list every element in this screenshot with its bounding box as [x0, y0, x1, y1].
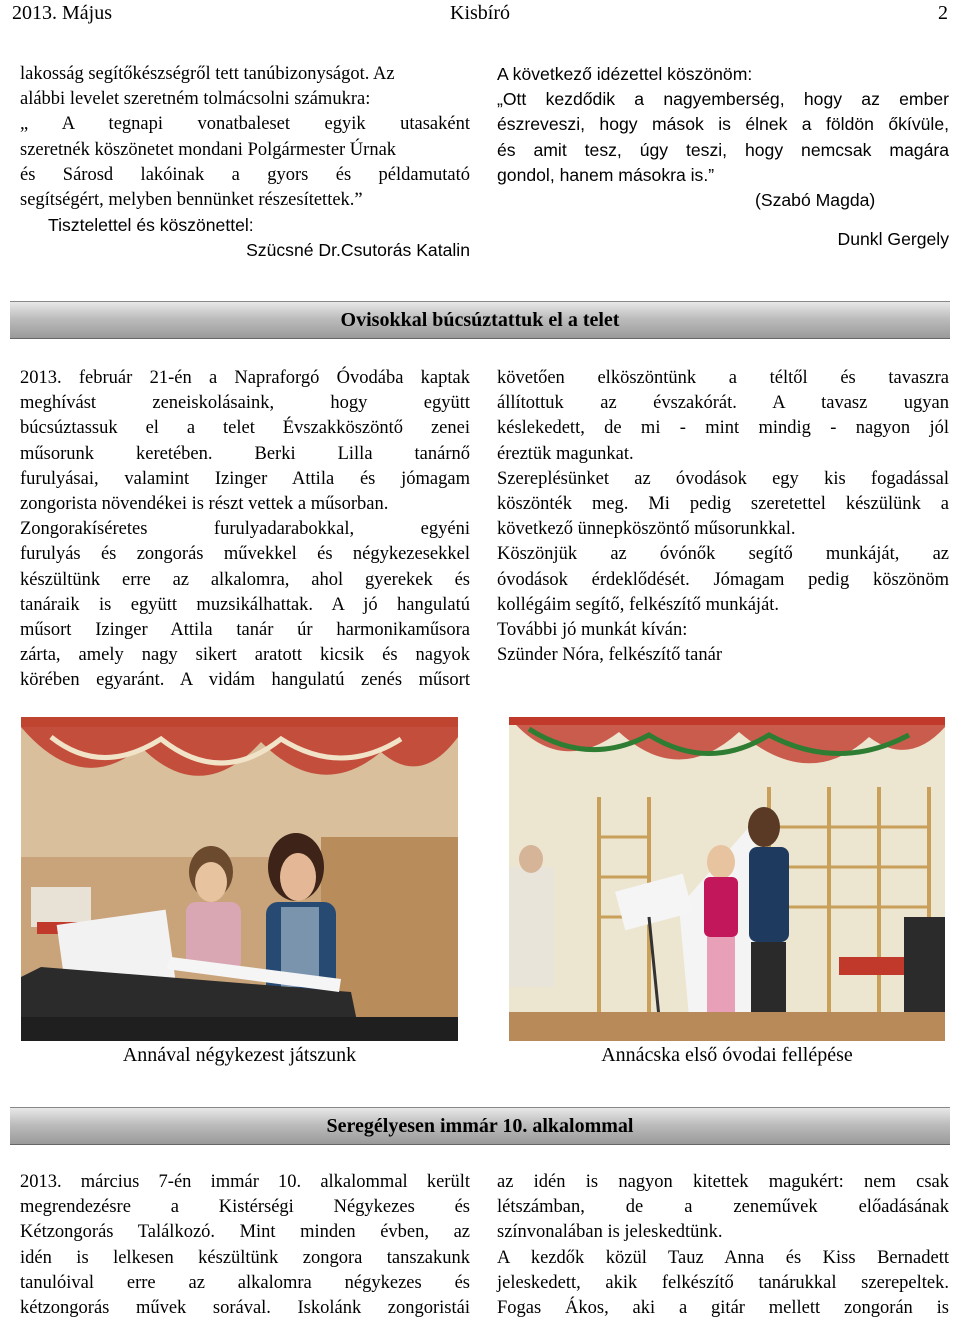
photo-piano-duet	[21, 717, 458, 1041]
page-header	[0, 0, 960, 28]
text-line: Fogas Ákos, aki a gitár mellett zongorán is	[497, 1298, 949, 1319]
text-line: meghívást zeneiskolásaink, hogy együtt	[20, 393, 470, 414]
photo-flute-performance	[509, 717, 945, 1041]
text-line: búcsúztassuk el a telet Évszakköszöntő zenei	[20, 418, 470, 439]
newspaper-title: Kisbíró	[450, 2, 510, 24]
section-title: Seregélyesen immár 10. alkalommal	[326, 1115, 634, 1137]
text-line: óvodások érdeklődését. Jómagam pedig köszönöm	[497, 569, 949, 590]
article2-left-column	[20, 1170, 470, 1321]
text-line: műsorunk keretében. Berki Lilla tanárnő	[20, 443, 470, 464]
section-banner	[10, 301, 950, 339]
article-left-column	[20, 366, 470, 694]
section-banner	[10, 1107, 950, 1145]
text-line: „ A tegnapi vonatbaleset egyik utasaként	[20, 114, 470, 135]
quote-column	[497, 62, 949, 252]
text-line: műsort Izinger Attila tanár úr harmonikaműsora	[20, 620, 470, 641]
text-line: színvonalában is jeleskedtünk.	[497, 1222, 723, 1243]
text-line: gondol, hanem másokra is.”	[497, 164, 715, 185]
letter-column	[20, 62, 470, 264]
page-number: 2	[938, 2, 948, 24]
text-line: idén is lelkesen készültünk zongora tanszakunk	[20, 1247, 470, 1268]
section-title: Ovisokkal búcsúztattuk el a telet	[340, 309, 620, 331]
text-line: követően elköszöntünk a téltől és tavaszra	[497, 368, 949, 388]
text-line: Szereplésünket az óvodások egy kis fogadással	[497, 468, 949, 489]
text-line: megrendezésre a Kistérségi Négykezes és	[20, 1197, 470, 1218]
article-signature: Szünder Nóra, felkészítő tanár	[497, 645, 722, 666]
letter-closing: Tisztelettel és köszönettel:	[48, 215, 254, 236]
text-line: segítségért, melyben bennünket részesítettek.”	[20, 190, 363, 211]
text-line: kétzongorás művek sorával. Iskolánk zongoristái	[20, 1298, 470, 1319]
article-right-column	[497, 366, 949, 668]
text-line: kollégáim segítő, felkészítő munkáját.	[497, 594, 780, 615]
text-line: furulyás és zongorás művekkel és négykezesekkel	[20, 544, 470, 565]
photo-caption-right: Annácska első óvodai fellépése	[601, 1044, 853, 1066]
text-line: készültünk erre az alkalomra, ahol gyerekek és	[20, 569, 470, 590]
text-line: és Sárosd lakóinak a gyors és példamutató	[20, 164, 470, 185]
letter-body	[20, 62, 470, 213]
text-line: lakosság segítőkészségről tett tanúbizonyságot. Az	[20, 64, 395, 84]
text-line: További jó munkát kíván:	[497, 620, 688, 641]
text-line: 2013. március 7-én immár 10. alkalommal került	[20, 1172, 470, 1192]
text-line: Zongorakíséretes furulyadarabokkal, egyéni	[20, 519, 470, 540]
article2-right-column	[497, 1170, 949, 1321]
text-line: éreztük magunkat.	[497, 443, 634, 464]
text-line: körében egyaránt. A vidám hangulatú zenés műsort	[20, 670, 470, 691]
text-line: jeleskedett, akik felkészítő tanárukkal szerepeltek.	[497, 1272, 949, 1293]
text-line: köszönték meg. Mi pedig szeretettel készülünk a	[497, 494, 949, 515]
text-line: tanulóival erre az alkalomra négykezes és	[20, 1272, 470, 1293]
text-line: késlekedett, de mi - mint mindig - nagyon jól	[497, 418, 949, 439]
text-line: az idén is nagyon kitettek magukért: nem csak	[497, 1172, 949, 1192]
text-line: furulyásai, valamint Izinger Attila és jómagam	[20, 468, 470, 489]
issue-date: 2013. Május	[12, 2, 112, 24]
text-line: és amit tesz, úgy teszi, hogy nemcsak magára	[497, 139, 949, 160]
text-line: Kétzongorás Találkozó. Mint minden évben, az	[20, 1222, 470, 1243]
text-line: zongorista növendékei is részt vettek a műsorban.	[20, 494, 389, 515]
text-line: zárta, amely nagy sikert aratott kicsik és nagyok	[20, 645, 470, 666]
text-line: A következő idézettel köszönöm:	[497, 64, 753, 84]
quote-signature: Dunkl Gergely	[837, 229, 949, 250]
quote-author: (Szabó Magda)	[755, 190, 876, 211]
text-line: szeretnék köszönetet mondani Polgármester Úrnak	[20, 139, 397, 160]
text-line: tanáraik is együtt muzsikálhattak. A jó hangulatú	[20, 594, 470, 615]
text-line: állítottuk az évszakórát. A tavasz ugyan	[497, 393, 949, 414]
text-line: Köszönjük az óvónők segítő munkáját, az	[497, 544, 949, 565]
text-line: alábbi levelet szeretném tolmácsolni számukra:	[20, 89, 371, 110]
letter-signature: Szücsné Dr.Csutorás Katalin	[246, 240, 470, 261]
text-line: 2013. február 21-én a Napraforgó Óvodába kaptak	[20, 368, 470, 388]
photo-caption-left: Annával négykezest játszunk	[122, 1044, 357, 1066]
text-line: „Ott kezdődik a nagyemberség, hogy az ember	[497, 89, 949, 110]
text-line: létszámban, de a zeneművek előadásának	[497, 1197, 949, 1218]
text-line: észreveszi, hogy mások is élnek a földön őkívüle,	[497, 114, 949, 135]
photo-flute-performance-image	[509, 717, 945, 1041]
text-line: következő ünnepköszöntő műsorunkkal.	[497, 519, 796, 540]
photo-piano-duet-image	[21, 717, 458, 1041]
text-line: A kezdők közül Tauz Anna és Kiss Bernadett	[497, 1247, 949, 1268]
